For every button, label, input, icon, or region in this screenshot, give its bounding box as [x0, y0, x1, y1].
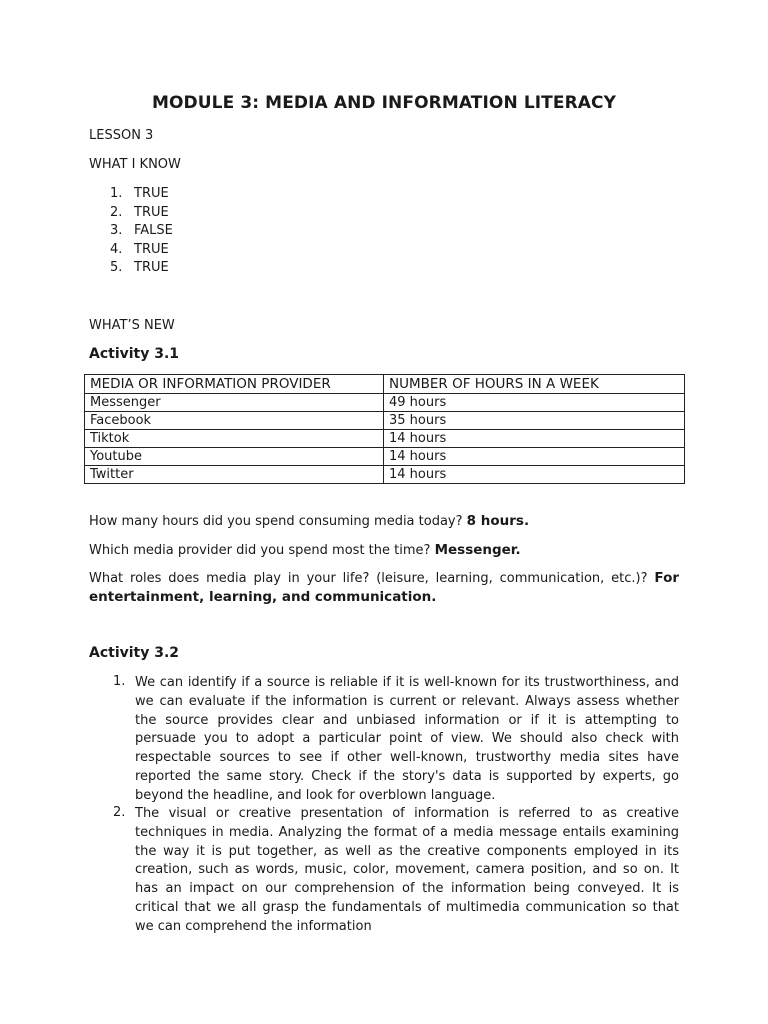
table-cell: 35 hours	[384, 412, 685, 430]
lesson-label: LESSON 3	[89, 128, 154, 143]
table-row	[85, 412, 685, 430]
table-row	[85, 466, 685, 484]
whats-new-heading: WHAT’S NEW	[89, 318, 175, 333]
table-header-hours: NUMBER OF HOURS IN A WEEK	[384, 375, 685, 394]
answer-hours-today: 8 hours.	[466, 513, 530, 529]
paragraph-number: 1.	[113, 674, 126, 689]
table-cell: Tiktok	[85, 430, 384, 448]
paragraph-source-reliability: We can identify if a source is reliable if it is well-known for its trustworthiness, and we can evaluate if the information is current or relevant. Always assess whether the source provides clear and unbiased information or if it is attempting to persuade you to adopt a particular point of view. We should also check with respectable sources to see if other well-known, trustworthy media sites have reported the same story. Check if the story's data is supported by experts, go beyond the headline, and look for overblown language.	[135, 675, 679, 803]
answer-media-roles: For entertainment, learning, and communication.	[89, 570, 679, 605]
list-item: 3. FALSE	[110, 223, 173, 239]
question-most-time-provider: Which media provider did you spend most the time? Messenger.	[89, 542, 521, 558]
media-hours-table	[84, 374, 685, 484]
list-item: 4. TRUE	[110, 241, 169, 257]
table-cell: 14 hours	[384, 448, 685, 466]
paragraph-creative-techniques: The visual or creative presentation of information is referred to as creative techniques in media. Analyzing the format of a media message entails examining the way it is put together, as well as the creative components employed in its creation, such as words, music, color, movement, camera position, and so on. It has an impact on our comprehension of the information being conveyed. It is critical that we all grasp the fundamentals of multimedia communication so that we can comprehend the information	[135, 806, 679, 934]
table-row	[85, 448, 685, 466]
table-cell: Messenger	[85, 394, 384, 412]
list-item: 5. TRUE	[110, 260, 169, 276]
activity-3-1-heading: Activity 3.1	[89, 346, 180, 362]
paragraph-number: 2.	[113, 805, 126, 820]
list-item: 2. TRUE	[110, 204, 169, 220]
table-cell: 14 hours	[384, 466, 685, 484]
answer-most-time-provider: Messenger.	[434, 542, 521, 558]
table-cell: Facebook	[85, 412, 384, 430]
table-cell: Twitter	[85, 466, 384, 484]
table-header-provider: MEDIA OR INFORMATION PROVIDER	[85, 375, 384, 394]
page-title: MODULE 3: MEDIA AND INFORMATION LITERACY	[151, 93, 617, 113]
table-cell: 49 hours	[384, 394, 685, 412]
table-row	[85, 430, 685, 448]
list-item: 1. TRUE	[110, 186, 169, 201]
table-row	[85, 394, 685, 412]
activity-3-2-heading: Activity 3.2	[89, 645, 180, 661]
question-hours-today: How many hours did you spend consuming media today? 8 hours.	[89, 513, 530, 529]
table-cell: Youtube	[85, 448, 384, 466]
what-i-know-heading: WHAT I KNOW	[89, 157, 181, 172]
table-cell: 14 hours	[384, 430, 685, 448]
question-media-roles: What roles does media play in your life? (leisure, learning, communication, etc.)? For entertainment, learning, and communication.	[89, 570, 679, 605]
table-header-row	[85, 375, 685, 394]
what-i-know-list	[110, 185, 173, 278]
